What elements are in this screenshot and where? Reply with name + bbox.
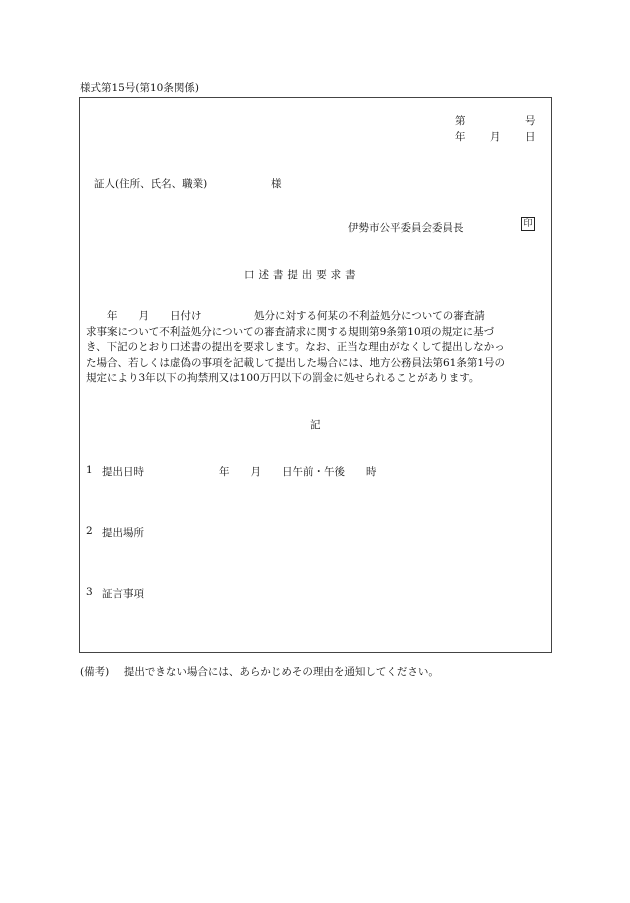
seal-label: 印 bbox=[523, 219, 533, 229]
item-value-submission-datetime: 年 月 日午前・午後 時 bbox=[219, 466, 377, 478]
item-number: 2 bbox=[86, 525, 93, 537]
remark-text: 提出できない場合には、あらかじめその理由を通知してください。 bbox=[123, 666, 439, 678]
form-number: 様式第15号(第10条関係) bbox=[80, 82, 199, 94]
witness-label: 証人(住所、氏名、職業) bbox=[94, 178, 208, 190]
remark bbox=[80, 664, 439, 679]
ki-heading: 記 bbox=[310, 419, 321, 431]
item-label-submission-datetime: 提出日時 bbox=[102, 466, 144, 478]
item-label-submission-place: 提出場所 bbox=[102, 527, 144, 539]
date-month: 月 bbox=[490, 131, 501, 143]
item-number: 1 bbox=[86, 464, 93, 476]
document-number-dai: 第 bbox=[455, 115, 466, 127]
body-line: 規定により3年以下の拘禁刑又は100万円以下の罰金に処せられることがあります。 bbox=[86, 372, 480, 384]
body-line: た場合、若しくは虚偽の事項を記載して提出した場合には、地方公務員法第61条第1号の bbox=[86, 356, 506, 369]
item-label-testimony-matters: 証言事項 bbox=[102, 588, 144, 600]
item-number: 3 bbox=[86, 586, 93, 598]
date-year: 年 bbox=[455, 131, 466, 143]
document-number-go: 号 bbox=[525, 115, 536, 127]
witness-honorific: 様 bbox=[271, 178, 282, 190]
seal-stamp bbox=[521, 217, 535, 231]
body-line: き、下記のとおり口述書の提出を要求します。なお、正当な理由がなくして提出しなかっ bbox=[86, 341, 505, 353]
issuer-name: 伊勢市公平委員会委員長 bbox=[348, 222, 464, 234]
remark-label: (備考) bbox=[80, 666, 110, 678]
body-line: 求事案について不利益処分についての審査請求に関する規則第9条第10項の規定に基づ bbox=[86, 325, 495, 338]
document-title: 口 述 書 提 出 要 求 書 bbox=[244, 269, 356, 281]
body-line: 年 月 日付け 処分に対する何某の不利益処分についての審査請 bbox=[86, 310, 485, 322]
body-text bbox=[86, 309, 548, 387]
date-day: 日 bbox=[525, 131, 536, 143]
